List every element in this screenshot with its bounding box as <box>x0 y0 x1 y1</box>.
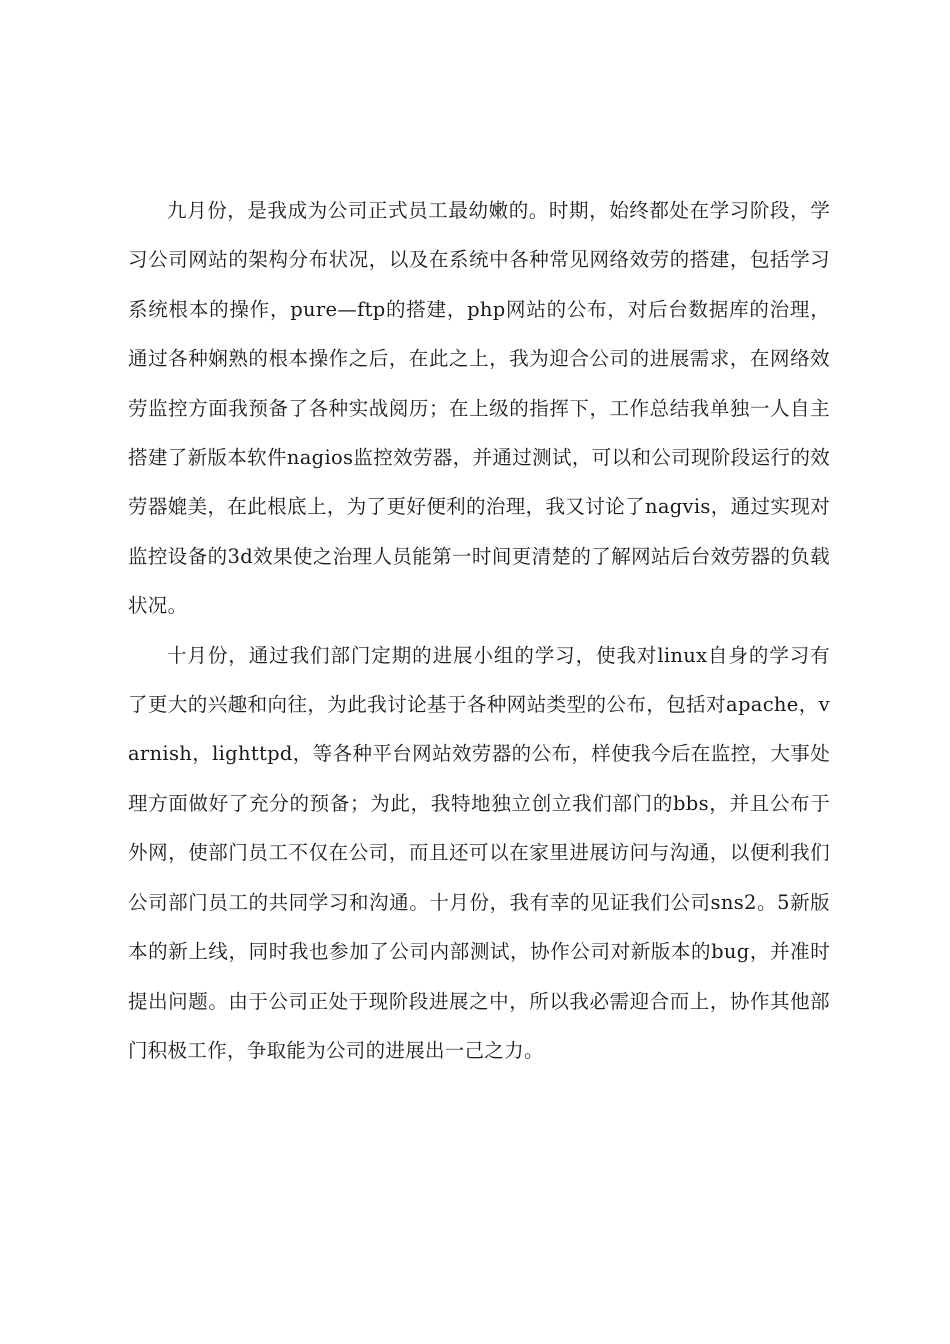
document-body <box>128 186 830 1075</box>
paragraph-september: 九月份，是我成为公司正式员工最幼嫩的。时期，始终都处在学习阶段，学习公司网站的架构分布状况，以及在系统中各种常见网络效劳的搭建，包括学习系统根本的操作，pure—ftp的搭建，php网站的公布，对后台数据库的治理，通过各种娴熟的根本操作之后，在此之上，我为迎合公司的进展需求，在网络效劳监控方面我预备了各种实战阅历；在上级的指挥下，工作总结我单独一人自主搭建了新版本软件nagios监控效劳器，并通过测试，可以和公司现阶段运行的效劳器媲美，在此根底上，为了更好便利的治理，我又讨论了nagvis，通过实现对监控设备的3d效果使之治理人员能第一时间更清楚的了解网站后台效劳器的负载状况。 <box>128 199 830 618</box>
paragraph-october: 十月份，通过我们部门定期的进展小组的学习，使我对linux自身的学习有了更大的兴趣和向往，为此我讨论基于各种网站类型的公布，包括对apache，varnish，lighttpd，等各种平台网站效劳器的公布，样使我今后在监控，大事处理方面做好了充分的预备；为此，我特地独立创立我们部门的bbs，并且公布于外网，使部门员工不仅在公司，而且还可以在家里进展访问与沟通，以便利我们公司部门员工的共同学习和沟通。十月份，我有幸的见证我们公司sns2。5新版本的新上线，同时我也参加了公司内部测试，协作公司对新版本的bug，并准时提出问题。由于公司正处于现阶段进展之中，所以我必需迎合而上，协作其他部门积极工作，争取能为公司的进展出一己之力。 <box>128 643 830 1062</box>
